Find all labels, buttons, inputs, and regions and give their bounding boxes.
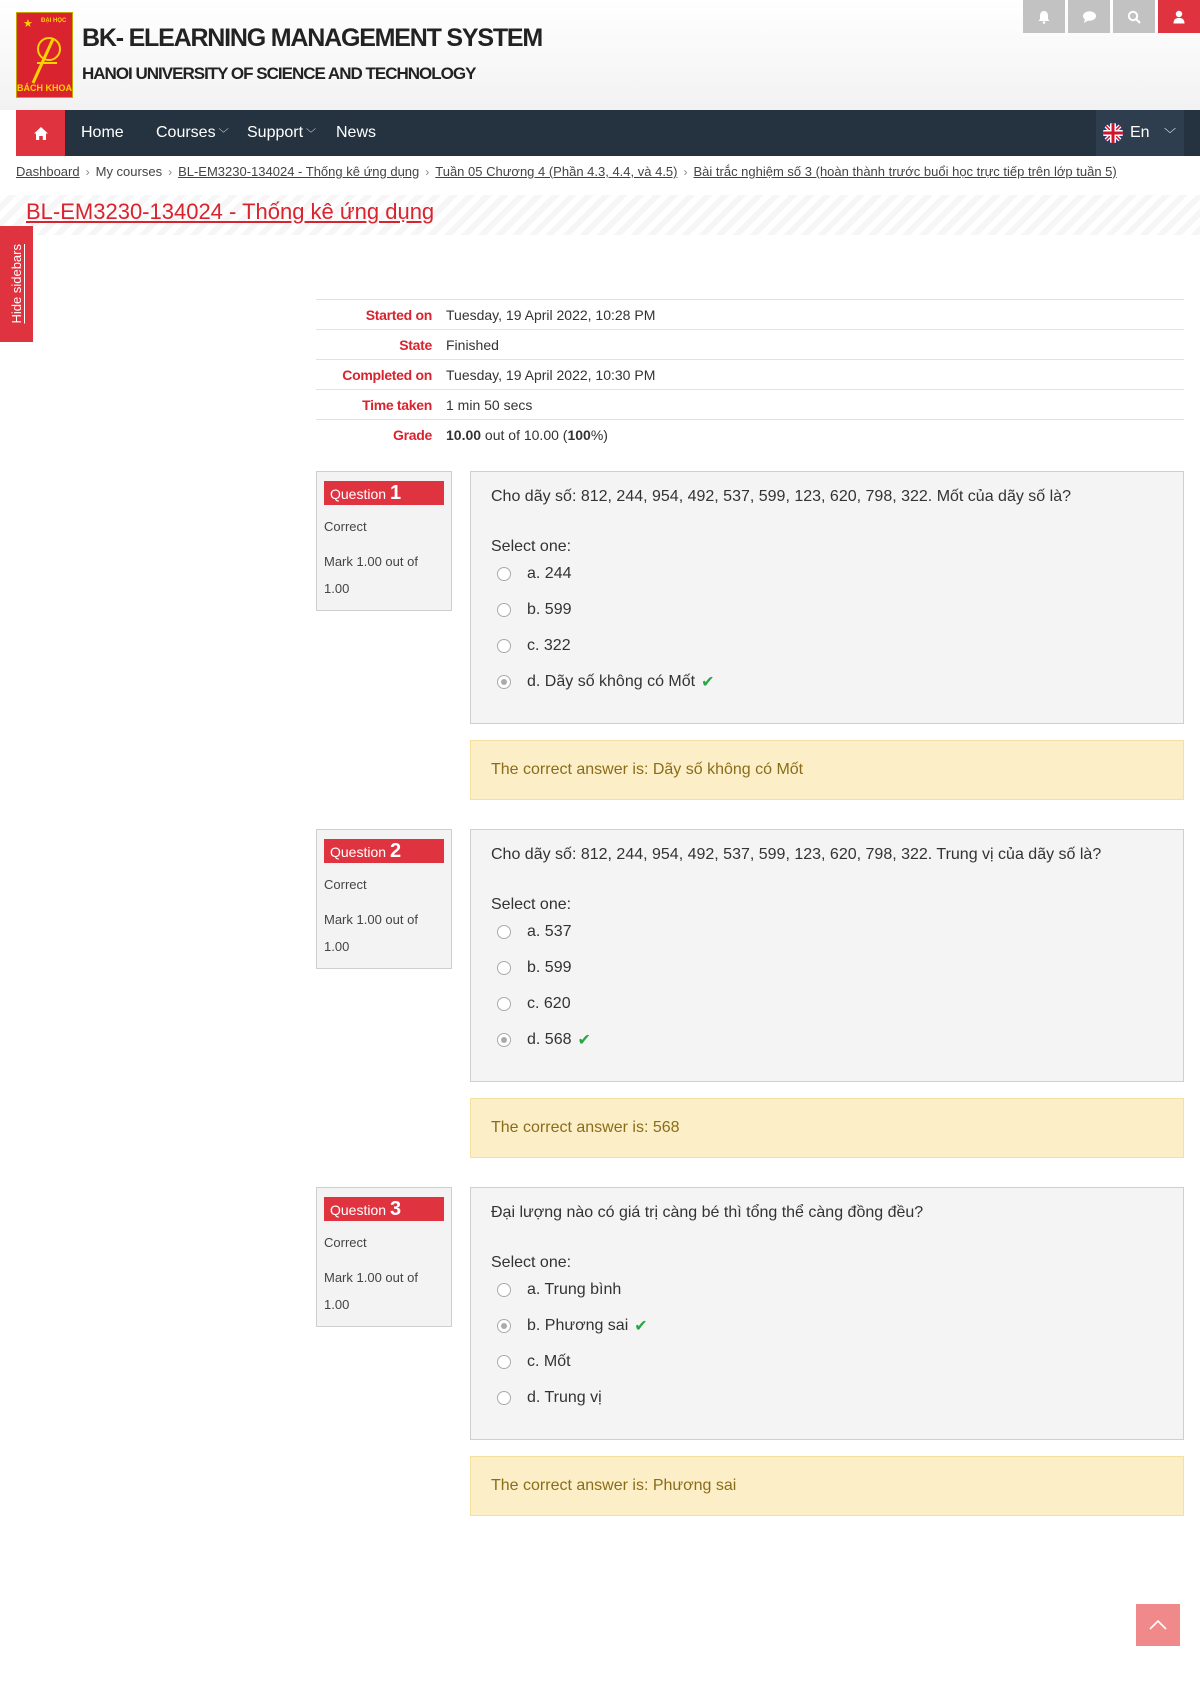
radio-button[interactable]: [497, 1355, 511, 1369]
question-badge: [324, 1197, 444, 1221]
question-content: [470, 471, 1184, 724]
correct-answer-feedback: The correct answer is: Dãy số không có Mốt: [470, 740, 1184, 800]
answer-option[interactable]: [491, 556, 1163, 592]
language-selector[interactable]: [1096, 110, 1184, 156]
messages-button[interactable]: [1068, 0, 1110, 33]
answer-label: d. Trung vị: [527, 1389, 602, 1406]
answer-label: c. 620: [527, 995, 571, 1012]
nav-news[interactable]: [336, 110, 376, 156]
started-label: Started on: [365, 306, 432, 323]
breadcrumb-course[interactable]: BL-EM3230-134024 - Thống kê ứng dụng: [178, 164, 420, 179]
nav-home-button[interactable]: [16, 110, 65, 156]
radio-button-selected[interactable]: [497, 675, 511, 689]
state-value: Finished: [446, 336, 499, 353]
grade-value: [446, 420, 1184, 450]
chevron-down-icon: ﹀: [1163, 126, 1176, 141]
nav-news-label: News: [336, 124, 377, 141]
main-navbar: [16, 110, 1200, 156]
university-logo[interactable]: [16, 12, 73, 98]
answer-label: c. 322: [527, 637, 571, 654]
radio-button[interactable]: [497, 603, 511, 617]
answer-option[interactable]: [491, 628, 1163, 664]
radio-button[interactable]: [497, 567, 511, 581]
chevron-right-icon: ›: [85, 165, 90, 179]
radio-button[interactable]: [497, 925, 511, 939]
question-number: 3: [390, 1198, 402, 1220]
radio-button-selected[interactable]: [497, 1033, 511, 1047]
chevron-right-icon: ›: [683, 165, 688, 179]
question-number: 2: [390, 840, 402, 862]
radio-button[interactable]: [497, 961, 511, 975]
radio-button[interactable]: [497, 1391, 511, 1405]
hide-sidebars-label: Hide sidebars: [9, 244, 24, 324]
checkmark-icon: ✔: [634, 1318, 648, 1335]
answer-label: c. Mốt: [527, 1353, 571, 1370]
back-to-top-button[interactable]: [1136, 1604, 1180, 1646]
nav-support[interactable]: [247, 110, 316, 156]
answer-option-selected[interactable]: [491, 1022, 1163, 1058]
answer-option[interactable]: [491, 950, 1163, 986]
question-text: Cho dãy số: 812, 244, 954, 492, 537, 599, 123, 620, 798, 322. Trung vị của dãy số là?: [491, 846, 1102, 863]
answer-label: a. Trung bình: [527, 1281, 622, 1298]
notifications-button[interactable]: [1023, 0, 1065, 33]
question-badge: [324, 481, 444, 505]
completed-label: Completed on: [342, 366, 432, 383]
select-one-label: Select one:: [491, 896, 572, 913]
state-label: State: [399, 336, 432, 353]
grade-end: %): [590, 426, 608, 443]
breadcrumb-dashboard[interactable]: Dashboard: [16, 164, 80, 179]
chevron-down-icon: ﹀: [218, 129, 229, 140]
question-mark: Mark 1.00 out of 1.00: [324, 912, 418, 954]
nav-support-label: Support: [247, 124, 304, 141]
radio-button[interactable]: [497, 1283, 511, 1297]
question-info: [316, 471, 452, 611]
grade-label: Grade: [393, 426, 432, 443]
logo-top-text: ĐẠI HỌC: [41, 18, 67, 24]
header-icon-bar: [1020, 0, 1200, 33]
chevron-down-icon: ﹀: [306, 129, 317, 140]
summary-row-grade: [316, 420, 1184, 450]
breadcrumb-quiz[interactable]: Bài trắc nghiệm số 3 (hoàn thành trước buổi học trực tiếp trên lớp tuần 5): [693, 164, 1117, 179]
question-state: Correct: [324, 519, 367, 534]
time-label: Time taken: [362, 396, 432, 413]
question-text: Cho dãy số: 812, 244, 954, 492, 537, 599, 123, 620, 798, 322. Mốt của dãy số là?: [491, 488, 1071, 505]
time-value: 1 min 50 secs: [446, 396, 533, 413]
language-label: En: [1130, 124, 1150, 141]
search-button[interactable]: [1113, 0, 1155, 33]
search-icon: [1127, 10, 1141, 24]
user-menu-button[interactable]: [1158, 0, 1200, 33]
question-mark: Mark 1.00 out of 1.00: [324, 554, 418, 596]
question-badge: [324, 839, 444, 863]
question-number: 1: [390, 482, 402, 504]
summary-row-state: [316, 330, 1184, 360]
home-icon: [33, 126, 49, 141]
torch-icon: [27, 33, 63, 85]
answer-label: a. 244: [527, 565, 572, 582]
attempt-summary-table: [316, 299, 1184, 450]
checkmark-icon: ✔: [701, 674, 715, 691]
chevron-up-icon: [1149, 1620, 1167, 1630]
breadcrumb: [16, 164, 1117, 179]
answer-label: b. 599: [527, 959, 572, 976]
question-state: Correct: [324, 877, 367, 892]
hide-sidebars-button[interactable]: [0, 226, 33, 342]
answer-label: b. Phương sai: [527, 1317, 629, 1334]
chevron-right-icon: ›: [425, 165, 430, 179]
question-label: Question: [330, 844, 387, 860]
grade-mid: out of 10.00 (: [481, 426, 568, 443]
answer-option[interactable]: [491, 592, 1163, 628]
radio-button-selected[interactable]: [497, 1319, 511, 1333]
checkmark-icon: ✔: [577, 1032, 591, 1049]
summary-row-completed: [316, 360, 1184, 390]
question-content: [470, 1187, 1184, 1440]
summary-row-time: [316, 390, 1184, 420]
answer-option[interactable]: [491, 1380, 1163, 1416]
answer-option[interactable]: [491, 986, 1163, 1022]
logo-bottom-text: BÁCH KHOA: [17, 83, 72, 93]
site-header: [0, 0, 1200, 110]
correct-answer-feedback: The correct answer is: 568: [470, 1098, 1184, 1158]
chevron-right-icon: ›: [168, 165, 173, 179]
question-info: [316, 1187, 452, 1327]
select-one-label: Select one:: [491, 538, 572, 555]
question-content: [470, 829, 1184, 1082]
site-subtitle: HANOI UNIVERSITY OF SCIENCE AND TECHNOLOGY: [82, 64, 476, 83]
user-icon: [1173, 10, 1185, 24]
breadcrumb-section[interactable]: Tuần 05 Chương 4 (Phần 4.3, 4.4, và 4.5): [435, 164, 678, 179]
uk-flag-icon: [1102, 122, 1124, 144]
question-label: Question: [330, 1202, 387, 1218]
chat-icon: [1082, 10, 1097, 24]
question-text: Đại lượng nào có giá trị càng bé thì tổng thể càng đồng đều?: [491, 1204, 924, 1221]
started-value: Tuesday, 19 April 2022, 10:28 PM: [446, 306, 656, 323]
completed-value: Tuesday, 19 April 2022, 10:30 PM: [446, 366, 656, 383]
answer-option[interactable]: [491, 1272, 1163, 1308]
bell-icon: [1037, 10, 1051, 24]
star-icon: ★: [23, 18, 33, 30]
nav-home[interactable]: [81, 110, 124, 156]
site-title: BK- ELEARNING MANAGEMENT SYSTEM: [82, 24, 543, 52]
select-one-label: Select one:: [491, 1254, 572, 1271]
answer-option-selected[interactable]: [491, 664, 1163, 700]
answer-option[interactable]: [491, 914, 1163, 950]
breadcrumb-my-courses: My courses: [95, 164, 163, 179]
nav-home-label: Home: [81, 124, 124, 141]
grade-percent: 100: [567, 426, 591, 443]
radio-button[interactable]: [497, 997, 511, 1011]
answer-label: b. 599: [527, 601, 572, 618]
nav-courses-label: Courses: [156, 124, 216, 141]
answer-label: a. 537: [527, 923, 572, 940]
answer-option[interactable]: [491, 1344, 1163, 1380]
correct-answer-feedback: The correct answer is: Phương sai: [470, 1456, 1184, 1516]
question-label: Question: [330, 486, 387, 502]
question-state: Correct: [324, 1235, 367, 1250]
answer-label: d. Dãy số không có Mốt: [527, 673, 696, 690]
summary-row-started: [316, 300, 1184, 330]
course-title-link[interactable]: BL-EM3230-134024 - Thống kê ứng dụng: [26, 199, 435, 224]
answer-option-selected[interactable]: [491, 1308, 1163, 1344]
answer-label: d. 568: [527, 1031, 572, 1048]
radio-button[interactable]: [497, 639, 511, 653]
nav-courses[interactable]: [156, 110, 229, 156]
question-info: [316, 829, 452, 969]
question-mark: Mark 1.00 out of 1.00: [324, 1270, 418, 1312]
grade-score: 10.00: [446, 426, 482, 443]
